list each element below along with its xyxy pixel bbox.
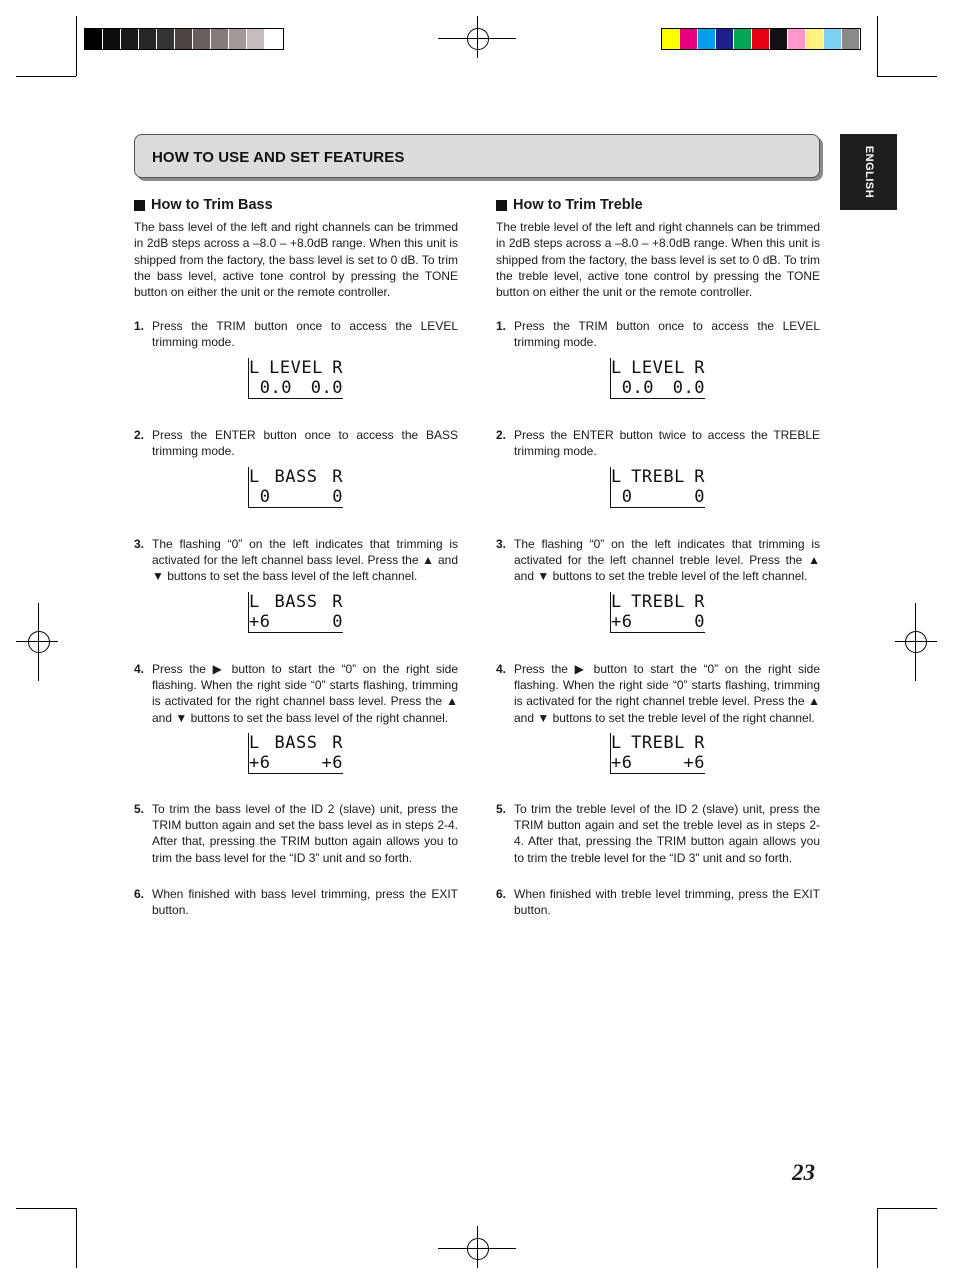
calibration-swatch [175,29,193,49]
treble-step-6: 6. When finished with treble level trimming, press the EXIT button. [496,887,820,918]
bass-step-4: 4. Press the ▶ button to start the “0” on the right side flashing. When the right side “0” starts flashing, trimming is activated for the right channel bass level. Press the ▲ and ▼ buttons to set the bass level of the right channel. [134,662,458,725]
bass-heading: How to Trim Bass [134,196,458,214]
treble-step-1: 1. Press the TRIM button once to access the LEVEL trimming mode. [496,319,820,350]
calibration-swatch [229,29,247,49]
calibration-swatch [662,29,680,49]
treble-display-right-set: L TREBL R +6 +6 [611,733,705,773]
square-bullet-icon [134,200,145,211]
calibration-swatch [121,29,139,49]
color-calibration-strip [661,28,861,50]
calibration-swatch [788,29,806,49]
bass-display-right-set: L BASS R +6 +6 [249,733,343,773]
treble-step-2: 2. Press the ENTER button twice to access the TREBLE trimming mode. [496,428,820,459]
calibration-swatch [247,29,265,49]
bass-display-mode: L BASS R 0 0 [249,467,343,507]
calibration-swatch [157,29,175,49]
calibration-swatch [85,29,103,49]
treble-intro: The treble level of the left and right channels can be trimmed in 2dB steps across a –8.0 – +8.0dB range. When this unit is shipped from the factory, the bass level is set to 0 dB. To trim the treble level, active tone control by pressing the TONE button on either the unit or the remote controller. [496,220,820,300]
treble-display-mode: L TREBL R 0 0 [611,467,705,507]
bass-step-2: 2. Press the ENTER button once to access the BASS trimming mode. [134,428,458,459]
treble-step-3: 3. The flashing “0” on the left indicates that trimming is activated for the left channel treble level. Press the ▲ and ▼ buttons to set the treble level of the left channel. [496,537,820,584]
bass-display-left-set: L BASS R +6 0 [249,592,343,632]
calibration-swatch [806,29,824,49]
page-number: 23 [792,1160,815,1185]
calibration-swatch [265,29,283,49]
treble-heading: How to Trim Treble [496,196,820,214]
calibration-swatch [734,29,752,49]
language-tab [840,134,897,210]
calibration-swatch [698,29,716,49]
treble-step-4: 4. Press the ▶ button to start the “0” on the right side flashing. When the right side “0” starts flashing, trimming is activated for the right channel treble level. Press the ▲ and ▼ buttons to set the treble level of the right channel. [496,662,820,725]
calibration-swatch [211,29,229,49]
bass-step-3: 3. The flashing “0” on the left indicates that trimming is activated for the left channel bass level. Press the ▲ and ▼ buttons to set the bass level of the left channel. [134,537,458,584]
calibration-swatch [824,29,842,49]
calibration-swatch [716,29,734,49]
treble-step-5: 5. To trim the treble level of the ID 2 (slave) unit, press the TRIM button again and set the treble level as in steps 2-4. After that, pressing the TRIM button again allows you to trim the treble level for the “ID 3” unit and so forth. [496,802,820,865]
calibration-swatch [103,29,121,49]
calibration-swatch [842,29,860,49]
gray-calibration-strip [84,28,284,50]
bass-display-level: L LEVEL R 0.0 0.0 [249,358,343,398]
treble-display-level: L LEVEL R 0.0 0.0 [611,358,705,398]
section-header-bar [134,134,820,178]
bass-step-6: 6. When finished with bass level trimming, press the EXIT button. [134,887,458,918]
calibration-swatch [752,29,770,49]
bass-step-5: 5. To trim the bass level of the ID 2 (slave) unit, press the TRIM button again and set the bass level as in steps 2-4. After that, pressing the TRIM button again allows you to trim the bass level for the “ID 3” unit and so forth. [134,802,458,865]
section-title: HOW TO USE AND SET FEATURES [152,149,405,166]
square-bullet-icon [496,200,507,211]
language-tab-label: ENGLISH [862,145,875,199]
bass-intro: The bass level of the left and right channels can be trimmed in 2dB steps across a –8.0 – +8.0dB range. When this unit is shipped from the factory, the bass level is set to 0 dB. To trim the bass level, active tone control by pressing the TONE button on either the unit or the remote controller. [134,220,458,300]
calibration-swatch [770,29,788,49]
bass-step-1: 1. Press the TRIM button once to access the LEVEL trimming mode. [134,319,458,350]
calibration-swatch [139,29,157,49]
calibration-swatch [193,29,211,49]
treble-display-left-set: L TREBL R +6 0 [611,592,705,632]
calibration-swatch [680,29,698,49]
